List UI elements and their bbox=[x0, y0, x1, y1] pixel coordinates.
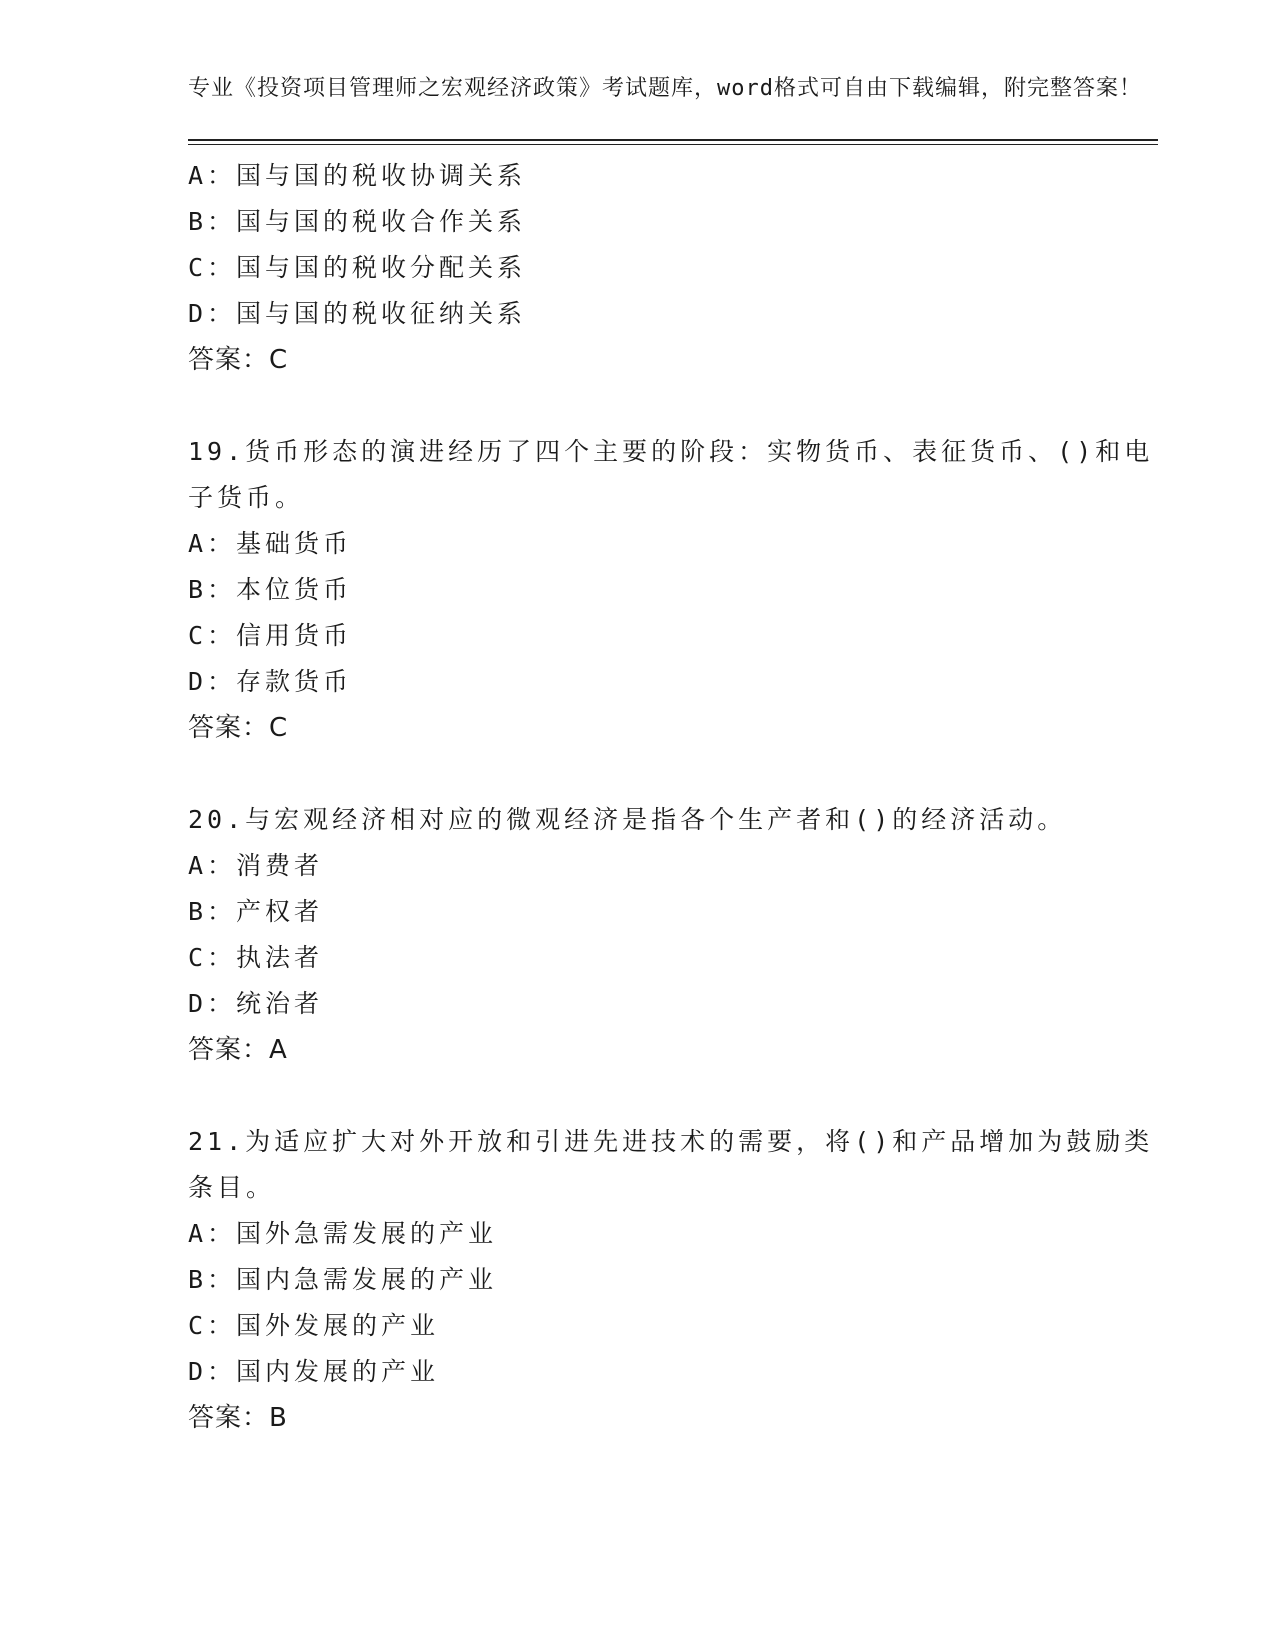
answer-line: 答案：C bbox=[188, 713, 289, 743]
option-c: C：国外发展的产业 bbox=[188, 1311, 440, 1340]
option-d: D：存款货币 bbox=[188, 667, 353, 696]
option-c: C：执法者 bbox=[188, 943, 324, 972]
header-divider bbox=[188, 139, 1158, 145]
option-d: D：国内发展的产业 bbox=[188, 1357, 440, 1386]
option-b: B：国与国的税收合作关系 bbox=[188, 207, 527, 236]
option-c: C：信用货币 bbox=[188, 621, 353, 650]
question-text: 21.为适应扩大对外开放和引进先进技术的需要，将()和产品增加为鼓励类条目。 bbox=[188, 1127, 1154, 1202]
question-21 bbox=[188, 1119, 1158, 1441]
option-c: C：国与国的税收分配关系 bbox=[188, 253, 527, 282]
answer-line: 答案：B bbox=[188, 1403, 288, 1433]
option-a: A：消费者 bbox=[188, 851, 324, 880]
option-d: D：国与国的税收征纳关系 bbox=[188, 299, 527, 328]
question-text: 20.与宏观经济相对应的微观经济是指各个生产者和()的经济活动。 bbox=[188, 805, 1067, 834]
option-b: B：国内急需发展的产业 bbox=[188, 1265, 498, 1294]
option-d: D：统治者 bbox=[188, 989, 324, 1018]
answer-line: 答案：C bbox=[188, 345, 289, 375]
answer-line: 答案：A bbox=[188, 1035, 288, 1065]
question-19 bbox=[188, 429, 1158, 751]
option-b: B：产权者 bbox=[188, 897, 324, 926]
question-20 bbox=[188, 797, 1158, 1073]
question-18-tail bbox=[188, 153, 1158, 383]
question-text: 19.货币形态的演进经历了四个主要的阶段：实物货币、表征货币、()和电子货币。 bbox=[188, 437, 1154, 512]
option-b: B：本位货币 bbox=[188, 575, 353, 604]
document-intro: 专业《投资项目管理师之宏观经济政策》考试题库，word格式可自由下载编辑，附完整答案！ bbox=[188, 76, 1142, 101]
option-a: A：基础货币 bbox=[188, 529, 353, 558]
option-a: A：国与国的税收协调关系 bbox=[188, 161, 527, 190]
option-a: A：国外急需发展的产业 bbox=[188, 1219, 498, 1248]
document-page bbox=[188, 72, 1158, 1441]
